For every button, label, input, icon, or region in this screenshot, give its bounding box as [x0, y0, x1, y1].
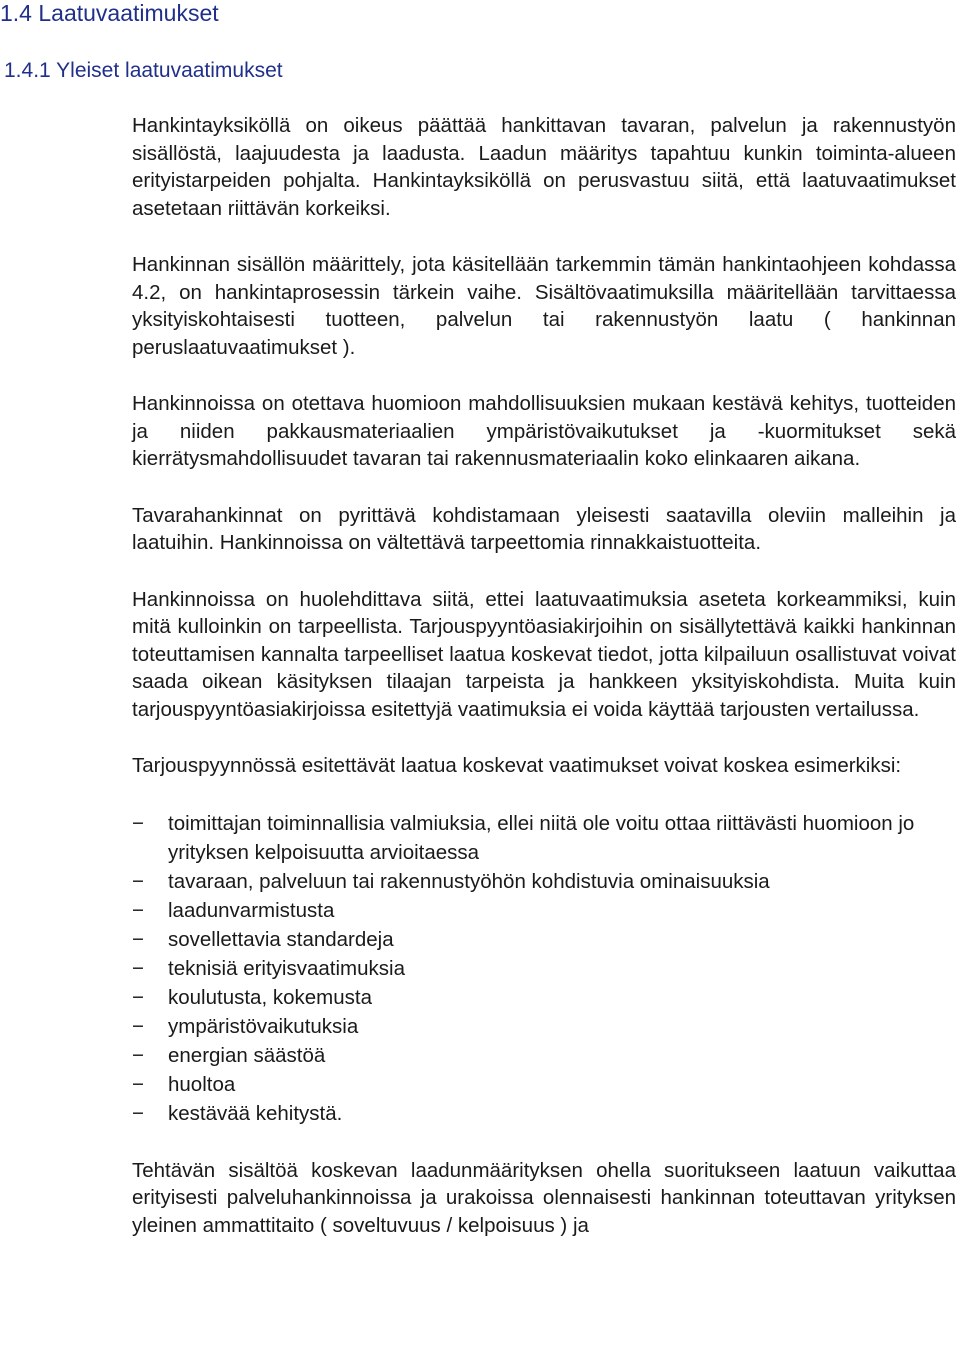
requirements-list	[132, 809, 956, 1128]
list-item-text: laadunvarmistusta	[168, 898, 335, 922]
list-item	[132, 867, 956, 896]
list-item-text: energian säästöä	[168, 1043, 326, 1067]
list-item	[132, 925, 956, 954]
list-dash: −	[132, 1014, 144, 1038]
paragraph-4: Tavarahankinnat on pyrittävä kohdistamaan yleisesti saatavilla oleviin malleihin ja laatuihin. Hankinnoissa on vältettävä tarpeettomia rinnakkaistuotteita.	[132, 503, 956, 554]
list-item-text: sovellettavia standardeja	[168, 927, 394, 951]
list-item-text: huoltoa	[168, 1072, 236, 1096]
paragraph-3: Hankinnoissa on otettava huomioon mahdollisuuksien mukaan kestävä kehitys, tuotteiden ja niiden pakkausmateriaalien ympäristövaikutukset ja -kuormitukset sekä kierrätysmahdollisuudet tavaran tai rakennusmateriaalin koko elinkaaren aikana.	[132, 392, 956, 470]
paragraph-6: Tarjouspyynnössä esitettävät laatua koskevat vaatimukset voivat koskea esimerkiksi:	[132, 754, 902, 777]
list-item-text: teknisiä erityisvaatimuksia	[168, 956, 405, 980]
list-dash: −	[132, 985, 144, 1009]
list-dash: −	[132, 1101, 144, 1125]
list-dash: −	[132, 869, 144, 893]
subsection-heading: 1.4.1 Yleiset laatuvaatimukset	[4, 59, 283, 82]
list-item	[132, 1070, 956, 1099]
list-item-text: tavaraan, palveluun tai rakennustyöhön kohdistuvia ominaisuuksia	[168, 869, 770, 893]
paragraph-5: Hankinnoissa on huolehdittava siitä, ettei laatuvaatimuksia aseteta korkeammiksi, kuin mitä kulloinkin on tarpeellista. Tarjouspyyntöasiakirjoihin on sisällytettävä kaikki hankinnan toteuttamisen kannalta tarpeelliset laatua koskevat tiedot, jotta kilpailuun osallistuvat voivat saada oikean käsityksen tilaajan tarpeista ja hankkeen yksityiskohdista. Muita kuin tarjouspyyntöasiakirjoissa esitettyjä vaatimuksia ei voida käyttää tarjousten vertailussa.	[132, 587, 956, 721]
list-item	[132, 1012, 956, 1041]
list-dash: −	[132, 956, 144, 980]
list-item	[132, 954, 956, 983]
list-dash: −	[132, 1043, 144, 1067]
list-item	[132, 809, 956, 867]
list-dash: −	[132, 898, 144, 922]
list-item-text: kestävää kehitystä.	[168, 1101, 343, 1125]
paragraph-2: Hankinnan sisällön määrittely, jota käsitellään tarkemmin tämän hankintaohjeen kohdassa 4.2, on hankintaprosessin tärkein vaihe. Sisältövaatimuksilla määritellään tarvittaessa yksityiskohtaisesti tuotteen, palvelun tai rakennustyön laatu ( hankinnan peruslaatuvaatimukset ).	[132, 253, 956, 359]
list-item-text: koulutusta, kokemusta	[168, 985, 372, 1009]
list-item	[132, 896, 956, 925]
list-item-text: toimittajan toiminnallisia valmiuksia, ellei niitä ole voitu ottaa riittävästi huomioon jo yrityksen kelpoisuutta arvioitaessa	[168, 811, 915, 864]
document-body	[132, 112, 956, 1239]
paragraph-1: Hankintayksiköllä on oikeus päättää hankittavan tavaran, palvelun ja rakennustyön sisällöstä, laajuudesta ja laadusta. Laadun määritys tapahtuu kunkin toiminta-alueen erityistarpeiden pohjalta. Hankintayksiköllä on perusvastuu siitä, että laatuvaatimukset asetetaan riittävän korkeiksi.	[132, 114, 956, 220]
list-dash: −	[132, 1072, 144, 1096]
list-dash: −	[132, 811, 144, 835]
list-item-text: ympäristövaikutuksia	[168, 1014, 359, 1038]
list-item	[132, 1041, 956, 1070]
list-item	[132, 1099, 956, 1128]
closing-paragraph: Tehtävän sisältöä koskevan laadunmäärityksen ohella suoritukseen laatuun vaikuttaa erityisesti palveluhankinnoissa ja urakoissa olennaisesti hankinnan toteuttavan yrityksen yleinen ammattitaito ( soveltuvuus / kelpoisuus ) ja	[132, 1158, 956, 1237]
list-item	[132, 983, 956, 1012]
list-dash: −	[132, 927, 144, 951]
section-heading: 1.4 Laatuvaatimukset	[0, 0, 219, 26]
